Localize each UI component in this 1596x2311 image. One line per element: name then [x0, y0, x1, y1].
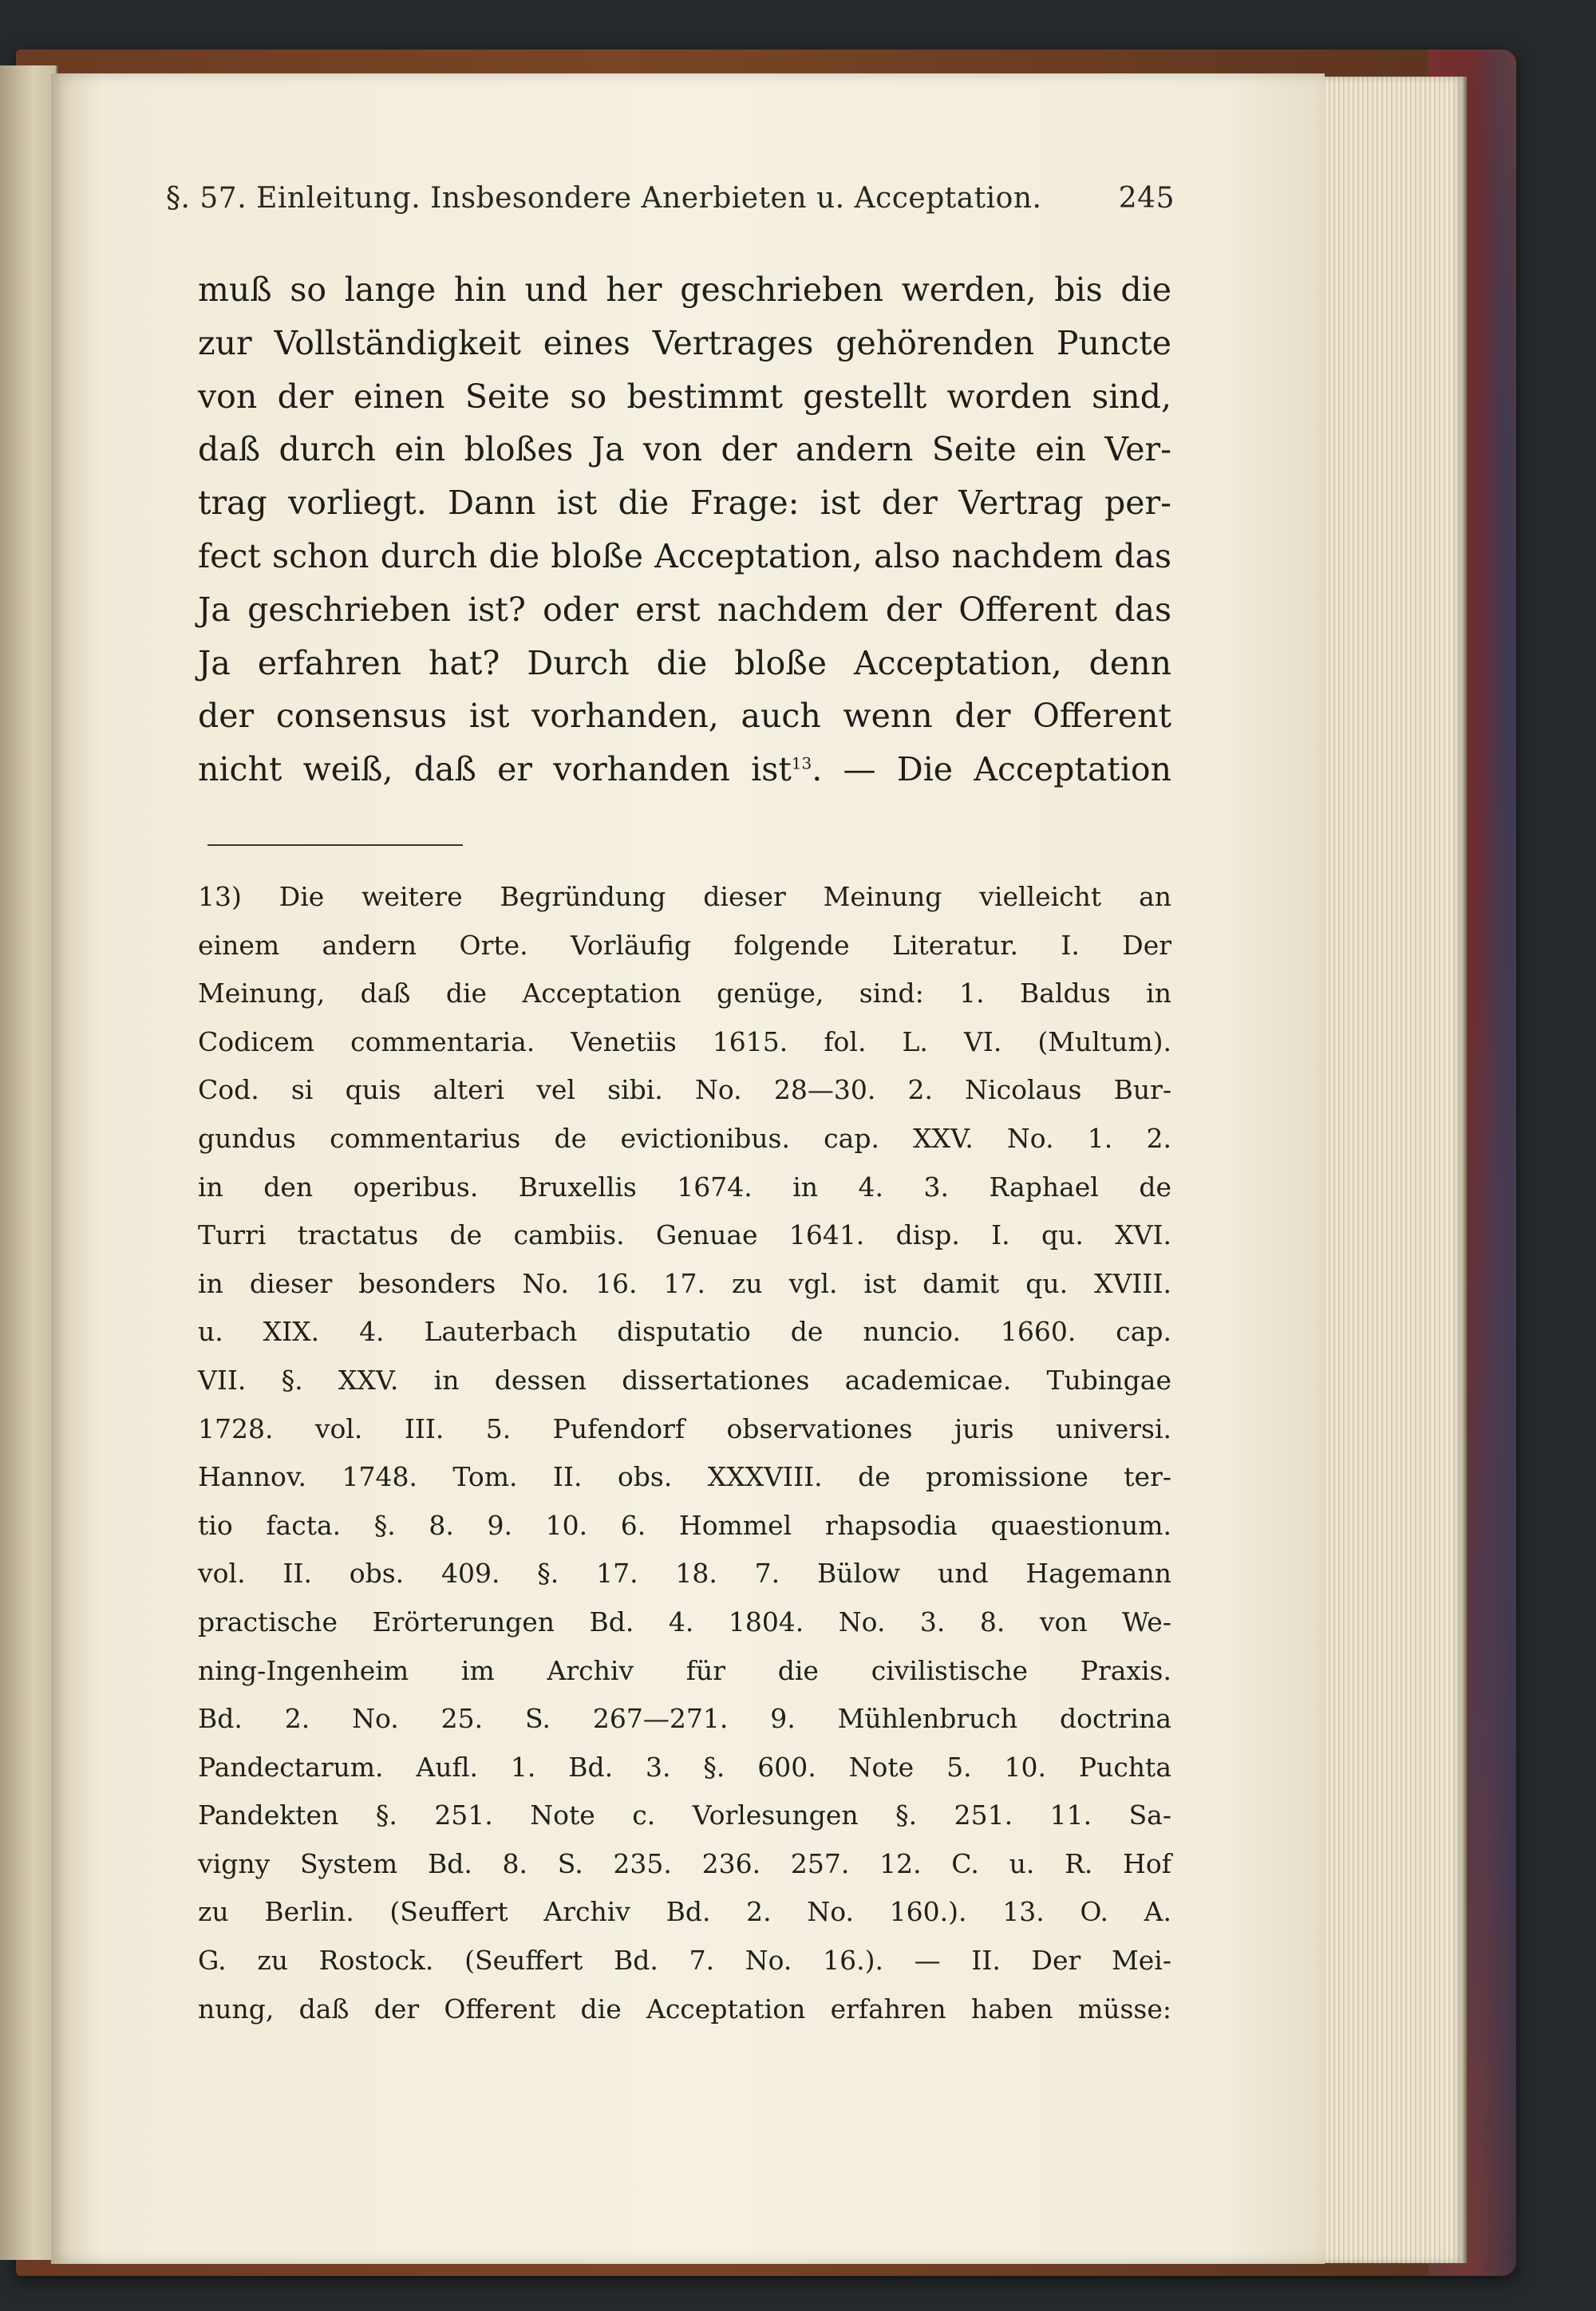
footnote-line: gundus commentarius de evictionibus. cap. XXV. No. 1. 2.: [198, 1122, 1171, 1154]
footnote-line: in dieser besonders No. 16. 17. zu vgl. ist damit qu. XVIII.: [198, 1267, 1171, 1299]
text-fragment: . — Die Acceptation: [812, 750, 1171, 789]
footnote-line: Pandekten §. 251. Note c. Vorlesungen §. 251. 11. Sa-: [198, 1799, 1171, 1831]
footnote-line: zu Berlin. (Seuffert Archiv Bd. 2. No. 160.). 13. O. A.: [198, 1896, 1171, 1928]
footnote-rule: [207, 844, 463, 846]
main-text: [198, 263, 1171, 796]
text-line: daß durch ein bloßes Ja von der andern Seite ein Ver-: [198, 430, 1171, 469]
text-line: der consensus ist vorhanden, auch wenn der Offerent: [198, 697, 1171, 736]
footnote-line: practische Erörterungen Bd. 4. 1804. No. 3. 8. von We-: [198, 1606, 1171, 1637]
footnote-line: Meinung, daß die Acceptation genüge, sind: 1. Baldus in: [198, 978, 1171, 1009]
footnote-line: Codicem commentaria. Venetiis 1615. fol. L. VI. (Multum).: [198, 1025, 1171, 1057]
footnote-line: 13) Die weitere Begründung dieser Meinung vielleicht an: [198, 881, 1171, 912]
footnote-line: Cod. si quis alteri vel sibi. No. 28—30. 2. Nicolaus Bur-: [198, 1074, 1171, 1106]
text-fragment: nicht weiß, daß er vorhanden ist: [198, 750, 792, 789]
page-number: 245: [1118, 182, 1175, 215]
running-head-title: §. 57. Einleitung. Insbesondere Anerbieten u. Acceptation.: [166, 182, 1042, 215]
page-stack-edge: [1317, 77, 1467, 2263]
footnote-line: Pandectarum. Aufl. 1. Bd. 3. §. 600. Note 5. 10. Puchta: [198, 1751, 1171, 1783]
footnote-line: G. zu Rostock. (Seuffert Bd. 7. No. 16.). — II. Der Mei-: [198, 1945, 1171, 1977]
footnote-line: vol. II. obs. 409. §. 17. 18. 7. Bülow und Hagemann: [198, 1558, 1171, 1590]
footnote-line: vigny System Bd. 8. S. 235. 236. 257. 12. C. u. R. Hof: [198, 1847, 1171, 1879]
footnote-line: Bd. 2. No. 25. S. 267—271. 9. Mühlenbruch doctrina: [198, 1703, 1171, 1735]
left-page-edge: [0, 65, 57, 2260]
text-line: fect schon durch die bloße Acceptation, also nachdem das: [198, 536, 1171, 575]
footnote-line: nung, daß der Offerent die Acceptation erfahren haben müsse:: [198, 1993, 1171, 2025]
footnote-line: 1728. vol. III. 5. Pufendorf observationes juris universi.: [198, 1412, 1171, 1444]
footnote-line: in den operibus. Bruxellis 1674. in 4. 3. Raphael de: [198, 1171, 1171, 1203]
footnote-line: ning-Ingenheim im Archiv für die civilistische Praxis.: [198, 1654, 1171, 1686]
text-line-last: [198, 743, 1171, 796]
text-line: Ja erfahren hat? Durch die bloße Acceptation, denn: [198, 643, 1171, 682]
text-line: zur Vollständigkeit eines Vertrages gehörenden Puncte: [198, 323, 1171, 362]
footnote-line: tio facta. §. 8. 9. 10. 6. Hommel rhapsodia quaestionum.: [198, 1509, 1171, 1541]
text-line: trag vorliegt. Dann ist die Frage: ist der Vertrag per-: [198, 484, 1171, 523]
footnote-line: VII. §. XXV. in dessen dissertationes academicae. Tubingae: [198, 1364, 1171, 1396]
footnote-line: einem andern Orte. Vorläufig folgende Literatur. I. Der: [198, 929, 1171, 961]
text-line: von der einen Seite so bestimmt gestellt worden sind,: [198, 377, 1171, 416]
footnote-line: u. XIX. 4. Lauterbach disputatio de nuncio. 1660. cap.: [198, 1316, 1171, 1348]
footnote-line: Turri tractatus de cambiis. Genuae 1641. disp. I. qu. XVI.: [198, 1219, 1171, 1251]
footnote-marker: 13: [791, 753, 812, 773]
text-line: Ja geschrieben ist? oder erst nachdem der Offerent das: [198, 590, 1171, 629]
running-head: [166, 182, 1175, 215]
footnote-line: Hannov. 1748. Tom. II. obs. XXXVIII. de promissione ter-: [198, 1461, 1171, 1493]
text-line: muß so lange hin und her geschrieben werden, bis die: [198, 271, 1171, 309]
footnote: [198, 873, 1171, 2033]
